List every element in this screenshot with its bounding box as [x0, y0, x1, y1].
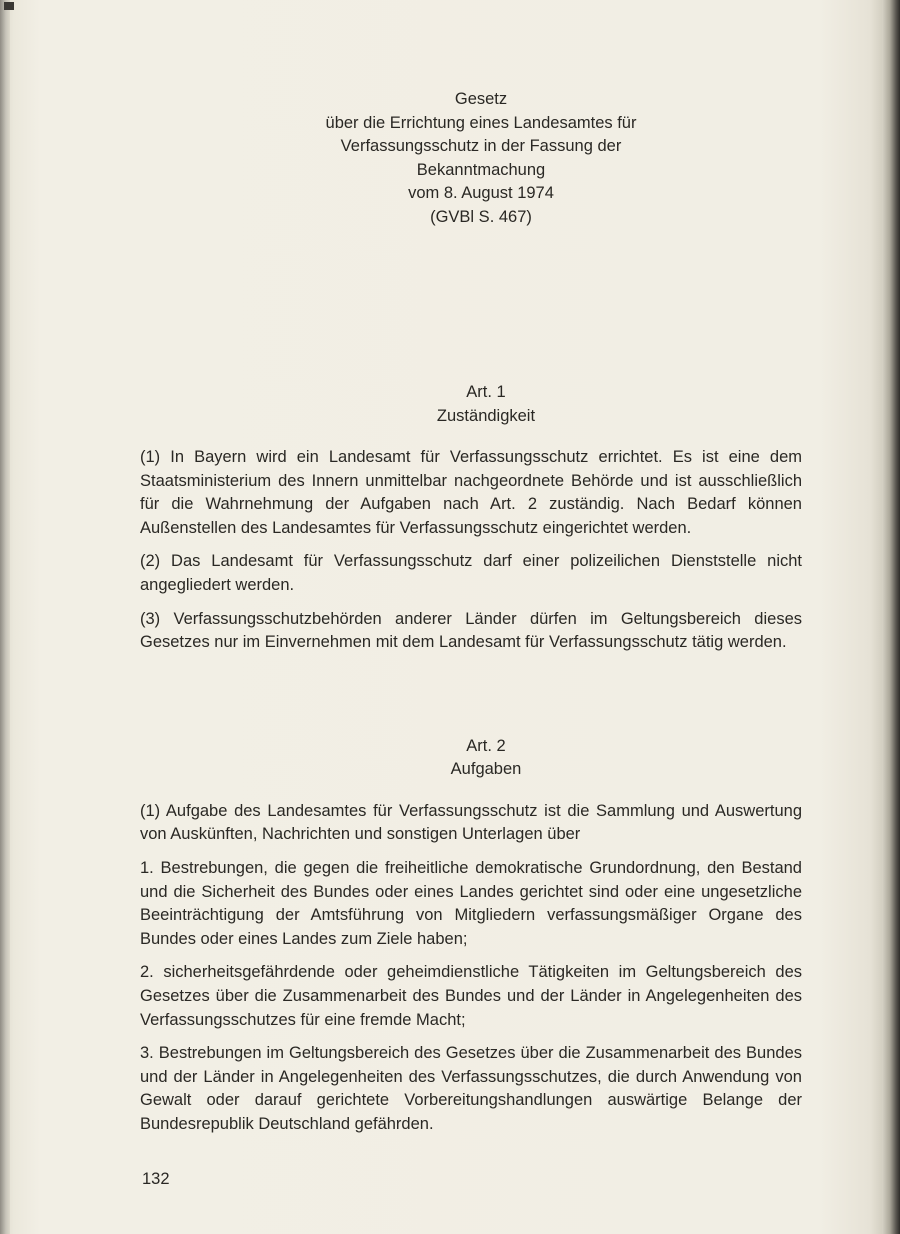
title-line: Verfassungsschutz in der Fassung der — [340, 137, 622, 155]
page-content — [140, 88, 802, 1136]
article-2-paragraph-1: (1) Aufgabe des Landesamtes für Verfassungsschutz ist die Sammlung und Auswertung von Auskünften, Nachrichten und sonstigen Unterlagen über — [140, 801, 802, 844]
article-2-item-1: 1. Bestrebungen, die gegen die freiheitliche demokratische Grundordnung, den Bestand und die Sicherheit des Bundes oder eines Landes gerichtet sind oder eine ungesetzliche Beeinträchtigung der Amtsführung von Mitgliedern verfassungsmäßiger Organe des Bundes oder eines Landes zum Ziele haben; — [140, 858, 802, 948]
article-heading: Zuständigkeit — [436, 406, 536, 425]
title-line: vom 8. August 1974 — [408, 184, 554, 202]
article-1-header — [170, 381, 802, 428]
article-2-item-2: 2. sicherheitsgefährdende oder geheimdienstliche Tätigkeiten im Geltungsbereich des Gesetzes über die Zusammenarbeit des Bundes und der Länder in Angelegenheiten des Verfassungsschutzes für eine fremde Macht; — [140, 963, 802, 1029]
binding-edge-left — [0, 0, 10, 1234]
title-line: über die Errichtung eines Landesamtes für — [325, 113, 637, 132]
title-line: (GVBl S. 467) — [430, 207, 532, 226]
article-heading: Aufgaben — [450, 760, 522, 779]
article-number: Art. 2 — [466, 736, 506, 755]
corner-mark — [4, 2, 14, 10]
document-title — [160, 88, 802, 229]
binding-edge-right — [882, 0, 900, 1234]
article-number: Art. 1 — [466, 383, 506, 401]
article-1-paragraph-1: (1) In Bayern wird ein Landesamt für Verfassungsschutz errichtet. Es ist eine dem Staatsministerium des Innern unmittelbar nachgeordnete Behörde und ist ausschließlich für die Wahrnehmung der Aufgaben nach Art. 2 zuständig. Nach Bedarf können Außenstellen des Landesamtes für Verfassungsschutz eingerichtet werden. — [140, 448, 802, 537]
title-line: Bekanntmachung — [416, 160, 546, 179]
article-2-item-3: 3. Bestrebungen im Geltungsbereich des Gesetzes über die Zusammenarbeit des Bundes und der Länder in Angelegenheiten des Verfassungsschutzes, die durch Anwendung von Gewalt oder darauf gerichtete Vorbereitungshandlungen auswärtige Belange der Bundesrepublik Deutschland gefährden. — [140, 1044, 802, 1133]
article-1-paragraph-2: (2) Das Landesamt für Verfassungsschutz darf einer polizeilichen Dienststelle nicht angegliedert werden. — [140, 552, 802, 594]
article-1-paragraph-3: (3) Verfassungsschutzbehörden anderer Länder dürfen im Geltungsbereich dieses Gesetzes nur im Einvernehmen mit dem Landesamt für Verfassungsschutz tätig werden. — [140, 609, 802, 652]
title-line: Gesetz — [454, 90, 508, 108]
article-2-header — [170, 735, 802, 782]
page-number: 132 — [142, 1170, 170, 1188]
